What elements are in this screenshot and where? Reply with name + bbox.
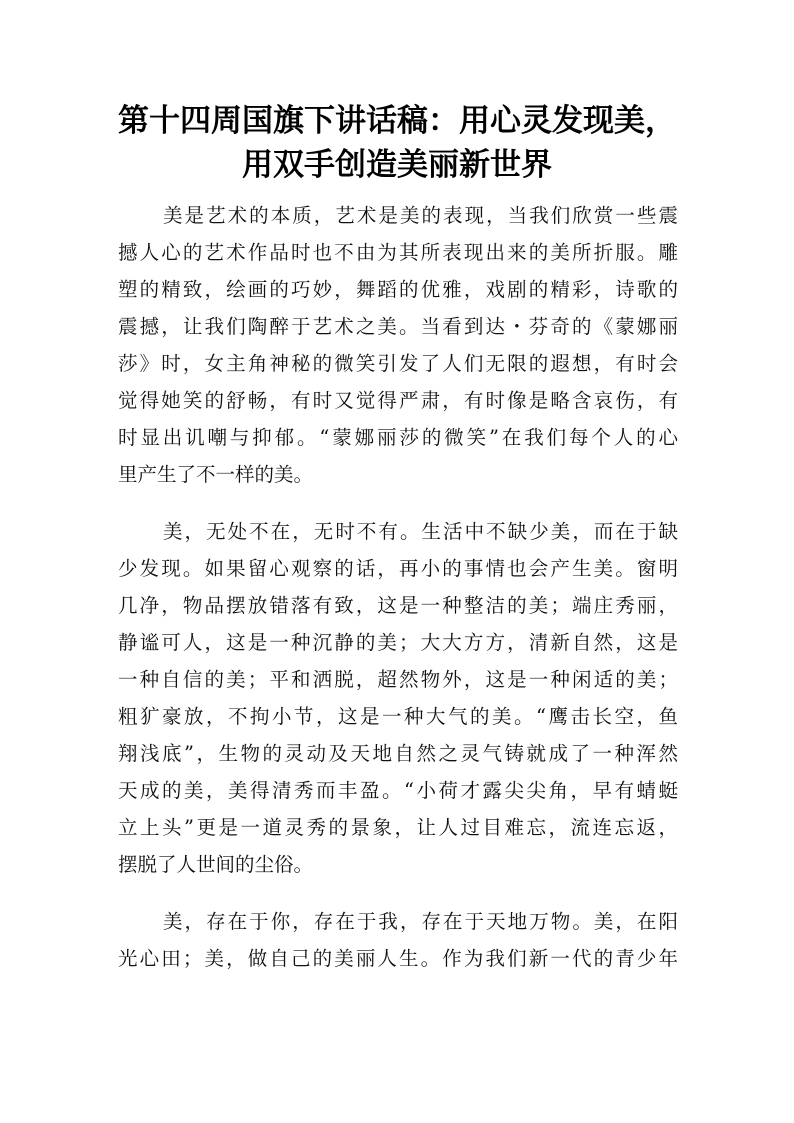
paragraph-2-line: 粗犷豪放，不拘小节，这是一种大气的美。“鹰击长空，鱼 (118, 705, 678, 728)
paragraph-1-line: 觉得她笑的舒畅，有时又觉得严肃，有时像是略含哀伤，有 (118, 389, 678, 412)
paragraph-2-line: 立上头”更是一道灵秀的景象，让人过目难忘，流连忘返， (118, 816, 678, 839)
paragraph-1-line: 时显出讥嘲与抑郁。“蒙娜丽莎的微笑”在我们每个人的心 (118, 426, 678, 449)
paragraph-2-line: 翔浅底”，生物的灵动及天地自然之灵气铸就成了一种浑然 (118, 742, 678, 765)
paragraph-1-line: 里产生了不一样的美。 (118, 463, 314, 486)
paragraph-1-line: 莎》时，女主角神秘的微笑引发了人们无限的遐想，有时会 (118, 352, 678, 375)
paragraph-2-line: 几净，物品摆放错落有致，这是一种整洁的美；端庄秀丽， (118, 594, 678, 617)
paragraph-2-line: 少发现。如果留心观察的话，再小的事情也会产生美。窗明 (118, 557, 678, 580)
document-title-line-2: 用双手创造美丽新世界 (242, 147, 552, 183)
document-title-line-1: 第十四周国旗下讲话稿：用心灵发现美， (118, 103, 676, 139)
paragraph-2-line: 摆脱了人世间的尘俗。 (118, 853, 314, 876)
paragraph-1-line: 塑的精致，绘画的巧妙，舞蹈的优雅，戏剧的精彩，诗歌的 (118, 278, 678, 301)
paragraph-2-line: 静谧可人，这是一种沉静的美；大大方方，清新自然，这是 (118, 631, 678, 654)
paragraph-1-line: 美是艺术的本质，艺术是美的表现，当我们欣赏一些震 (163, 204, 678, 227)
paragraph-2-line: 一种自信的美；平和洒脱，超然物外，这是一种闲适的美； (118, 668, 678, 691)
paragraph-2-line: 美，无处不在，无时不有。生活中不缺少美，而在于缺 (163, 520, 678, 543)
paragraph-1-line: 震撼，让我们陶醉于艺术之美。当看到达・芬奇的《蒙娜丽 (118, 315, 678, 338)
paragraph-3-line: 光心田；美，做自己的美丽人生。作为我们新一代的青少年 (118, 947, 678, 970)
paragraph-1-line: 撼人心的艺术作品时也不由为其所表现出来的美所折服。雕 (118, 241, 678, 264)
paragraph-3-line: 美，存在于你，存在于我，存在于天地万物。美，在阳 (163, 910, 678, 933)
paragraph-2-line: 天成的美，美得清秀而丰盈。“小荷才露尖尖角，早有蜻蜓 (118, 779, 678, 802)
